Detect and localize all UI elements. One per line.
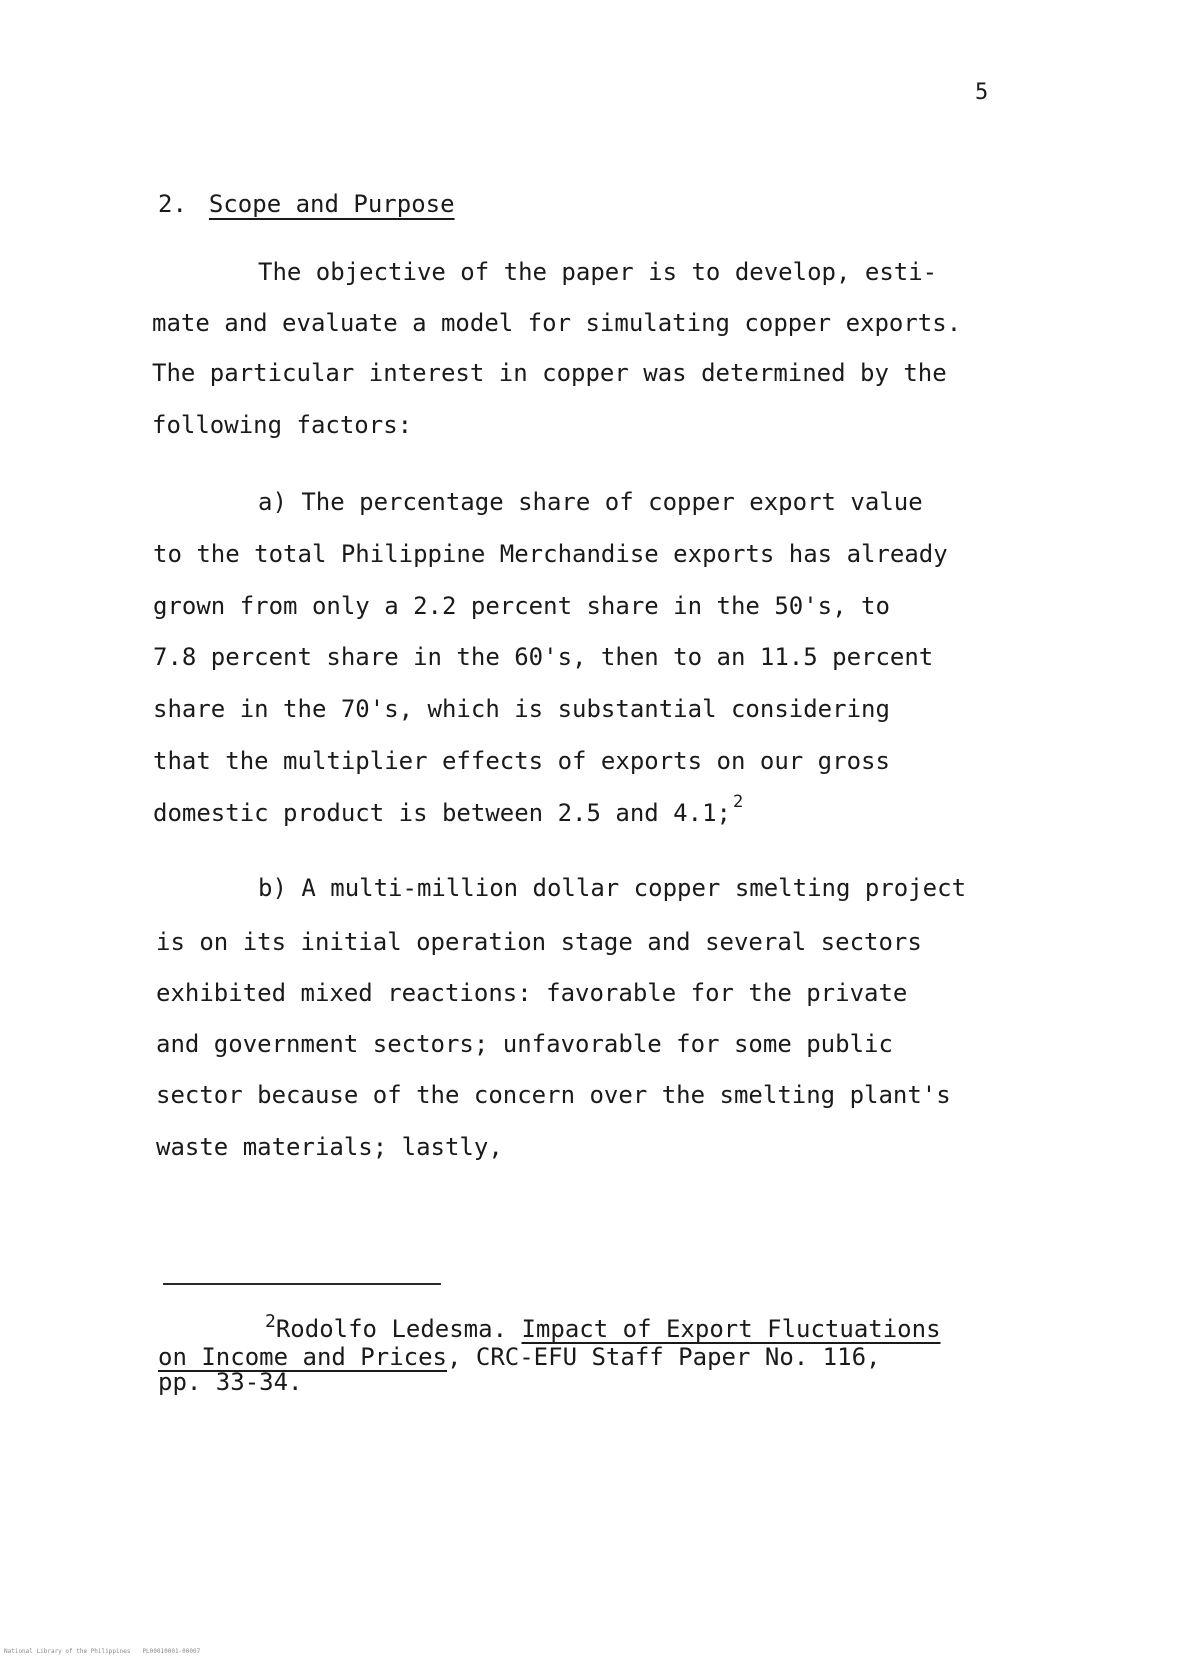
item-a-last-line <box>153 792 744 827</box>
item-a-line: 7.8 percent share in the 60's, then to an 11.5 percent <box>153 643 934 671</box>
footnote-reference: 2 <box>732 792 744 812</box>
archive-footer <box>4 1648 212 1655</box>
item-a-line-text: domestic product is between 2.5 and 4.1; <box>153 799 731 827</box>
paragraph-line: following factors: <box>152 411 413 439</box>
section-heading <box>158 190 455 218</box>
item-a-line: grown from only a 2.2 percent share in the 50's, to <box>153 592 890 620</box>
item-a-line: that the multiplier effects of exports on our gross <box>153 747 890 775</box>
item-b-line: b) A multi-million dollar copper smelting project <box>258 874 967 902</box>
footnote-separator <box>163 1283 441 1285</box>
archive-footer-right: PL00010001-00007 <box>142 1648 201 1655</box>
archive-footer-left: National Library of the Philippines <box>4 1648 131 1655</box>
footnote-marker: 2 <box>265 1311 276 1332</box>
footnote-pages: pp. 33-34. <box>158 1368 303 1396</box>
paragraph-line: The particular interest in copper was determined by the <box>152 359 947 387</box>
footnote-line <box>265 1311 941 1343</box>
section-title: Scope and Purpose <box>208 190 455 218</box>
item-a-line: share in the 70's, which is substantial considering <box>153 695 890 723</box>
item-b-line: is on its initial operation stage and several sectors <box>156 928 922 956</box>
item-a-line: to the total Philippine Merchandise exports has already <box>153 540 948 568</box>
footnote-publication: , CRC-EFU Staff Paper No. 116, <box>446 1343 881 1371</box>
paragraph-line: mate and evaluate a model for simulating copper exports. <box>152 309 962 337</box>
item-b-line: sector because of the concern over the smelting plant's <box>156 1081 951 1109</box>
item-a-line: a) The percentage share of copper export value <box>258 488 923 516</box>
item-b-line: waste materials; lastly, <box>156 1133 503 1161</box>
page-number: 5 <box>975 80 989 105</box>
paragraph-line: The objective of the paper is to develop, esti- <box>258 258 938 286</box>
section-number: 2. <box>158 190 187 218</box>
footnote-line <box>158 1345 880 1369</box>
footnote-title: on Income and Prices <box>158 1343 447 1371</box>
item-b-line: and government sectors; unfavorable for some public <box>156 1030 893 1058</box>
item-b-line: exhibited mixed reactions: favorable for the private <box>156 979 908 1007</box>
footnote-title: Impact of Export Fluctuations <box>521 1315 941 1343</box>
footnote-author: Rodolfo Ledesma. <box>275 1315 522 1343</box>
